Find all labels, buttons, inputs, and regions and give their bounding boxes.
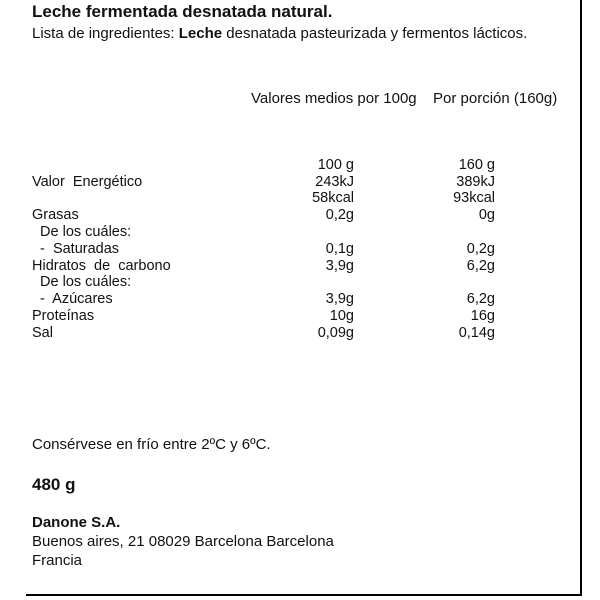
nutrient-label: De los cuáles: [32,224,132,240]
value-per-portion: 0g [478,207,495,223]
nutrient-label: - Azúcares [32,291,113,307]
nutrition-row [0,241,600,258]
nutrition-row [0,224,600,241]
nutrient-label: Valor Energético [32,174,143,190]
nutrient-label: Sal [32,325,53,341]
nutrition-row [0,207,600,224]
nutrition-row [0,308,600,325]
header-per-portion: Por porción (160g) [433,90,558,107]
nutrient-label: Hidratos de carbono [32,258,171,274]
net-weight: 480 g [32,475,76,494]
nutrient-label: De los cuáles: [32,274,132,290]
product-title: Leche fermentada desnatada natural. [32,2,333,21]
nutrition-row [0,258,600,275]
nutrition-row [0,190,600,207]
ingredients-suffix: desnatada pasteurizada y fermentos lácticos. [222,25,528,42]
value-per-100g: 58kcal [312,190,354,206]
value-per-portion: 0,2g [466,241,495,257]
nutrient-label: Proteínas [32,308,95,324]
nutrient-label: - Saturadas [32,241,120,257]
ingredients-prefix: Lista de ingredientes: [32,25,179,42]
ingredients-allergen: Leche [178,25,223,42]
value-per-100g: 243kJ [315,174,354,190]
value-per-portion: 0,14g [458,325,495,341]
value-per-portion: 16g [470,308,495,324]
nutrition-row [0,174,600,191]
value-per-portion: 6,2g [466,291,495,307]
value-per-portion: 160 g [458,157,495,173]
ingredients-list [32,25,527,42]
value-per-portion: 6,2g [466,258,495,274]
value-per-100g: 0,09g [317,325,354,341]
value-per-100g: 3,9g [325,258,354,274]
nutrition-row [0,157,600,174]
value-per-100g: 10g [329,308,354,324]
company-address-line2: Francia [32,552,83,569]
company-address-line1: Buenos aires, 21 08029 Barcelona Barcelona [32,533,334,550]
nutrition-row [0,291,600,308]
company-name: Danone S.A. [32,514,121,531]
value-per-100g: 3,9g [325,291,354,307]
value-per-portion: 93kcal [453,190,495,206]
nutrition-row [0,325,600,342]
header-per-100g: Valores medios por 100g [251,90,417,107]
storage-note: Consérvese en frío entre 2ºC y 6ºC. [32,436,271,453]
nutrient-label: Grasas [32,207,79,223]
nutrition-row [0,274,600,291]
value-per-100g: 0,2g [325,207,354,223]
value-per-100g: 0,1g [325,241,354,257]
value-per-100g: 100 g [317,157,354,173]
value-per-portion: 389kJ [456,174,495,190]
